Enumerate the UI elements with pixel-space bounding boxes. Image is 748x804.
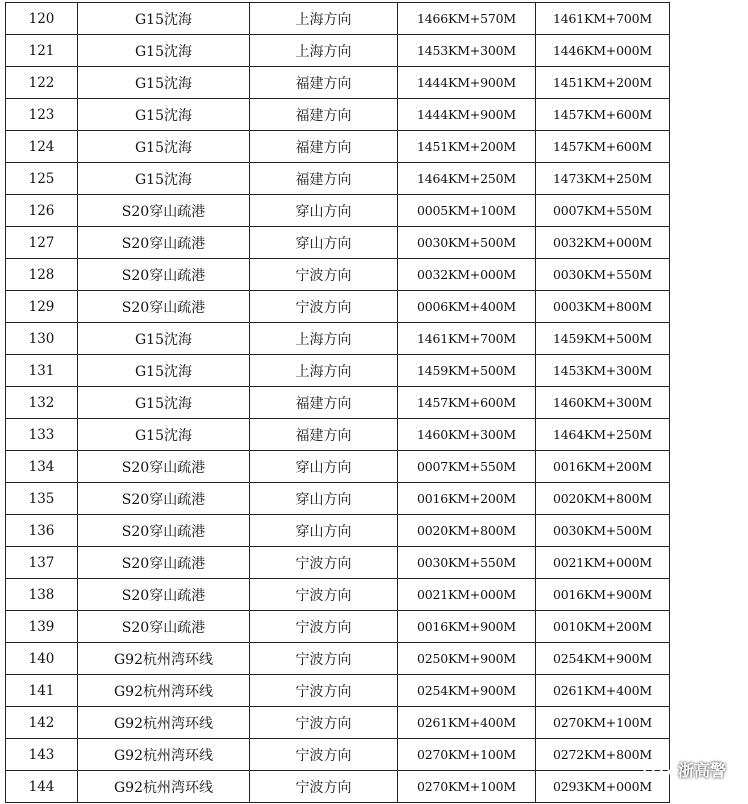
direction-cell: 福建方向 bbox=[250, 67, 398, 99]
road-name-cell: G15沈海 bbox=[78, 419, 250, 451]
table-row bbox=[6, 451, 670, 483]
direction-cell: 穿山方向 bbox=[250, 227, 398, 259]
road-name-cell: G15沈海 bbox=[78, 387, 250, 419]
table-row bbox=[6, 259, 670, 291]
watermark bbox=[642, 758, 726, 781]
row-number-cell: 129 bbox=[6, 291, 78, 323]
table-row bbox=[6, 323, 670, 355]
road-name-cell: G15沈海 bbox=[78, 355, 250, 387]
start-stake-cell: 0270KM+100M bbox=[398, 739, 536, 771]
table-row bbox=[6, 227, 670, 259]
watermark-text: 浙高警 bbox=[677, 761, 726, 780]
start-stake-cell: 1466KM+570M bbox=[398, 3, 536, 35]
row-number-cell: 121 bbox=[6, 35, 78, 67]
direction-cell: 宁波方向 bbox=[250, 675, 398, 707]
road-name-cell: G92杭州湾环线 bbox=[78, 675, 250, 707]
direction-cell: 宁波方向 bbox=[250, 707, 398, 739]
row-number-cell: 131 bbox=[6, 355, 78, 387]
end-stake-cell: 0021KM+000M bbox=[536, 547, 670, 579]
start-stake-cell: 0016KM+900M bbox=[398, 611, 536, 643]
direction-cell: 福建方向 bbox=[250, 387, 398, 419]
table-row bbox=[6, 611, 670, 643]
row-number-cell: 144 bbox=[6, 771, 78, 803]
end-stake-cell: 1457KM+600M bbox=[536, 99, 670, 131]
table-row bbox=[6, 131, 670, 163]
end-stake-cell: 0030KM+500M bbox=[536, 515, 670, 547]
direction-cell: 上海方向 bbox=[250, 355, 398, 387]
road-name-cell: S20穿山疏港 bbox=[78, 611, 250, 643]
start-stake-cell: 0020KM+800M bbox=[398, 515, 536, 547]
start-stake-cell: 1451KM+200M bbox=[398, 131, 536, 163]
end-stake-cell: 1473KM+250M bbox=[536, 163, 670, 195]
end-stake-cell: 0261KM+400M bbox=[536, 675, 670, 707]
start-stake-cell: 0021KM+000M bbox=[398, 579, 536, 611]
end-stake-cell: 0020KM+800M bbox=[536, 483, 670, 515]
road-name-cell: G92杭州湾环线 bbox=[78, 739, 250, 771]
table-row bbox=[6, 515, 670, 547]
road-name-cell: G15沈海 bbox=[78, 323, 250, 355]
end-stake-cell: 1460KM+300M bbox=[536, 387, 670, 419]
start-stake-cell: 1457KM+600M bbox=[398, 387, 536, 419]
road-name-cell: G92杭州湾环线 bbox=[78, 707, 250, 739]
end-stake-cell: 0016KM+900M bbox=[536, 579, 670, 611]
direction-cell: 宁波方向 bbox=[250, 291, 398, 323]
end-stake-cell: 0003KM+800M bbox=[536, 291, 670, 323]
table-row bbox=[6, 483, 670, 515]
direction-cell: 宁波方向 bbox=[250, 547, 398, 579]
table-row bbox=[6, 739, 670, 771]
row-number-cell: 136 bbox=[6, 515, 78, 547]
start-stake-cell: 0005KM+100M bbox=[398, 195, 536, 227]
road-name-cell: G15沈海 bbox=[78, 67, 250, 99]
start-stake-cell: 0030KM+550M bbox=[398, 547, 536, 579]
start-stake-cell: 1444KM+900M bbox=[398, 99, 536, 131]
direction-cell: 穿山方向 bbox=[250, 515, 398, 547]
direction-cell: 宁波方向 bbox=[250, 611, 398, 643]
row-number-cell: 124 bbox=[6, 131, 78, 163]
table-row bbox=[6, 195, 670, 227]
start-stake-cell: 1453KM+300M bbox=[398, 35, 536, 67]
start-stake-cell: 1444KM+900M bbox=[398, 67, 536, 99]
row-number-cell: 138 bbox=[6, 579, 78, 611]
table-row bbox=[6, 707, 670, 739]
start-stake-cell: 0006KM+400M bbox=[398, 291, 536, 323]
end-stake-cell: 1453KM+300M bbox=[536, 355, 670, 387]
start-stake-cell: 0016KM+200M bbox=[398, 483, 536, 515]
end-stake-cell: 1464KM+250M bbox=[536, 419, 670, 451]
road-name-cell: G15沈海 bbox=[78, 131, 250, 163]
row-number-cell: 137 bbox=[6, 547, 78, 579]
table-row bbox=[6, 67, 670, 99]
end-stake-cell: 0270KM+100M bbox=[536, 707, 670, 739]
row-number-cell: 127 bbox=[6, 227, 78, 259]
direction-cell: 上海方向 bbox=[250, 3, 398, 35]
road-section-table bbox=[5, 2, 670, 803]
start-stake-cell: 1464KM+250M bbox=[398, 163, 536, 195]
direction-cell: 宁波方向 bbox=[250, 643, 398, 675]
road-name-cell: G15沈海 bbox=[78, 3, 250, 35]
table-row bbox=[6, 163, 670, 195]
row-number-cell: 122 bbox=[6, 67, 78, 99]
start-stake-cell: 0261KM+400M bbox=[398, 707, 536, 739]
start-stake-cell: 1460KM+300M bbox=[398, 419, 536, 451]
table-row bbox=[6, 643, 670, 675]
road-name-cell: S20穿山疏港 bbox=[78, 291, 250, 323]
start-stake-cell: 0007KM+550M bbox=[398, 451, 536, 483]
row-number-cell: 134 bbox=[6, 451, 78, 483]
road-name-cell: S20穿山疏港 bbox=[78, 195, 250, 227]
direction-cell: 福建方向 bbox=[250, 99, 398, 131]
road-name-cell: G15沈海 bbox=[78, 163, 250, 195]
road-name-cell: G92杭州湾环线 bbox=[78, 771, 250, 803]
road-name-cell: S20穿山疏港 bbox=[78, 227, 250, 259]
table-row bbox=[6, 355, 670, 387]
table-row bbox=[6, 771, 670, 803]
road-name-cell: G15沈海 bbox=[78, 99, 250, 131]
row-number-cell: 130 bbox=[6, 323, 78, 355]
start-stake-cell: 0250KM+900M bbox=[398, 643, 536, 675]
end-stake-cell: 0293KM+000M bbox=[536, 771, 670, 803]
row-number-cell: 135 bbox=[6, 483, 78, 515]
end-stake-cell: 1457KM+600M bbox=[536, 131, 670, 163]
road-name-cell: G92杭州湾环线 bbox=[78, 643, 250, 675]
end-stake-cell: 0272KM+800M bbox=[536, 739, 670, 771]
table-row bbox=[6, 387, 670, 419]
direction-cell: 上海方向 bbox=[250, 35, 398, 67]
table-row bbox=[6, 291, 670, 323]
end-stake-cell: 1446KM+000M bbox=[536, 35, 670, 67]
row-number-cell: 126 bbox=[6, 195, 78, 227]
direction-cell: 宁波方向 bbox=[250, 579, 398, 611]
direction-cell: 福建方向 bbox=[250, 163, 398, 195]
row-number-cell: 140 bbox=[6, 643, 78, 675]
wechat-icon bbox=[642, 759, 672, 781]
row-number-cell: 132 bbox=[6, 387, 78, 419]
road-name-cell: S20穿山疏港 bbox=[78, 579, 250, 611]
row-number-cell: 139 bbox=[6, 611, 78, 643]
road-name-cell: G15沈海 bbox=[78, 35, 250, 67]
road-name-cell: S20穿山疏港 bbox=[78, 483, 250, 515]
row-number-cell: 142 bbox=[6, 707, 78, 739]
row-number-cell: 120 bbox=[6, 3, 78, 35]
table-row bbox=[6, 3, 670, 35]
direction-cell: 穿山方向 bbox=[250, 451, 398, 483]
end-stake-cell: 1451KM+200M bbox=[536, 67, 670, 99]
start-stake-cell: 1461KM+700M bbox=[398, 323, 536, 355]
end-stake-cell: 0032KM+000M bbox=[536, 227, 670, 259]
direction-cell: 宁波方向 bbox=[250, 739, 398, 771]
direction-cell: 穿山方向 bbox=[250, 483, 398, 515]
end-stake-cell: 0016KM+200M bbox=[536, 451, 670, 483]
direction-cell: 上海方向 bbox=[250, 323, 398, 355]
row-number-cell: 141 bbox=[6, 675, 78, 707]
table-row bbox=[6, 547, 670, 579]
table-row bbox=[6, 99, 670, 131]
end-stake-cell: 0010KM+200M bbox=[536, 611, 670, 643]
direction-cell: 福建方向 bbox=[250, 131, 398, 163]
end-stake-cell: 0254KM+900M bbox=[536, 643, 670, 675]
start-stake-cell: 1459KM+500M bbox=[398, 355, 536, 387]
start-stake-cell: 0254KM+900M bbox=[398, 675, 536, 707]
end-stake-cell: 0007KM+550M bbox=[536, 195, 670, 227]
table-row bbox=[6, 419, 670, 451]
road-name-cell: S20穿山疏港 bbox=[78, 515, 250, 547]
table-row bbox=[6, 579, 670, 611]
direction-cell: 宁波方向 bbox=[250, 771, 398, 803]
row-number-cell: 143 bbox=[6, 739, 78, 771]
direction-cell: 穿山方向 bbox=[250, 195, 398, 227]
end-stake-cell: 1461KM+700M bbox=[536, 3, 670, 35]
end-stake-cell: 0030KM+550M bbox=[536, 259, 670, 291]
direction-cell: 宁波方向 bbox=[250, 259, 398, 291]
road-name-cell: S20穿山疏港 bbox=[78, 259, 250, 291]
start-stake-cell: 0030KM+500M bbox=[398, 227, 536, 259]
start-stake-cell: 0270KM+100M bbox=[398, 771, 536, 803]
road-name-cell: S20穿山疏港 bbox=[78, 547, 250, 579]
direction-cell: 福建方向 bbox=[250, 419, 398, 451]
row-number-cell: 123 bbox=[6, 99, 78, 131]
end-stake-cell: 1459KM+500M bbox=[536, 323, 670, 355]
row-number-cell: 128 bbox=[6, 259, 78, 291]
table-body bbox=[6, 3, 670, 803]
table-row bbox=[6, 35, 670, 67]
row-number-cell: 133 bbox=[6, 419, 78, 451]
table-row bbox=[6, 675, 670, 707]
row-number-cell: 125 bbox=[6, 163, 78, 195]
start-stake-cell: 0032KM+000M bbox=[398, 259, 536, 291]
road-name-cell: S20穿山疏港 bbox=[78, 451, 250, 483]
